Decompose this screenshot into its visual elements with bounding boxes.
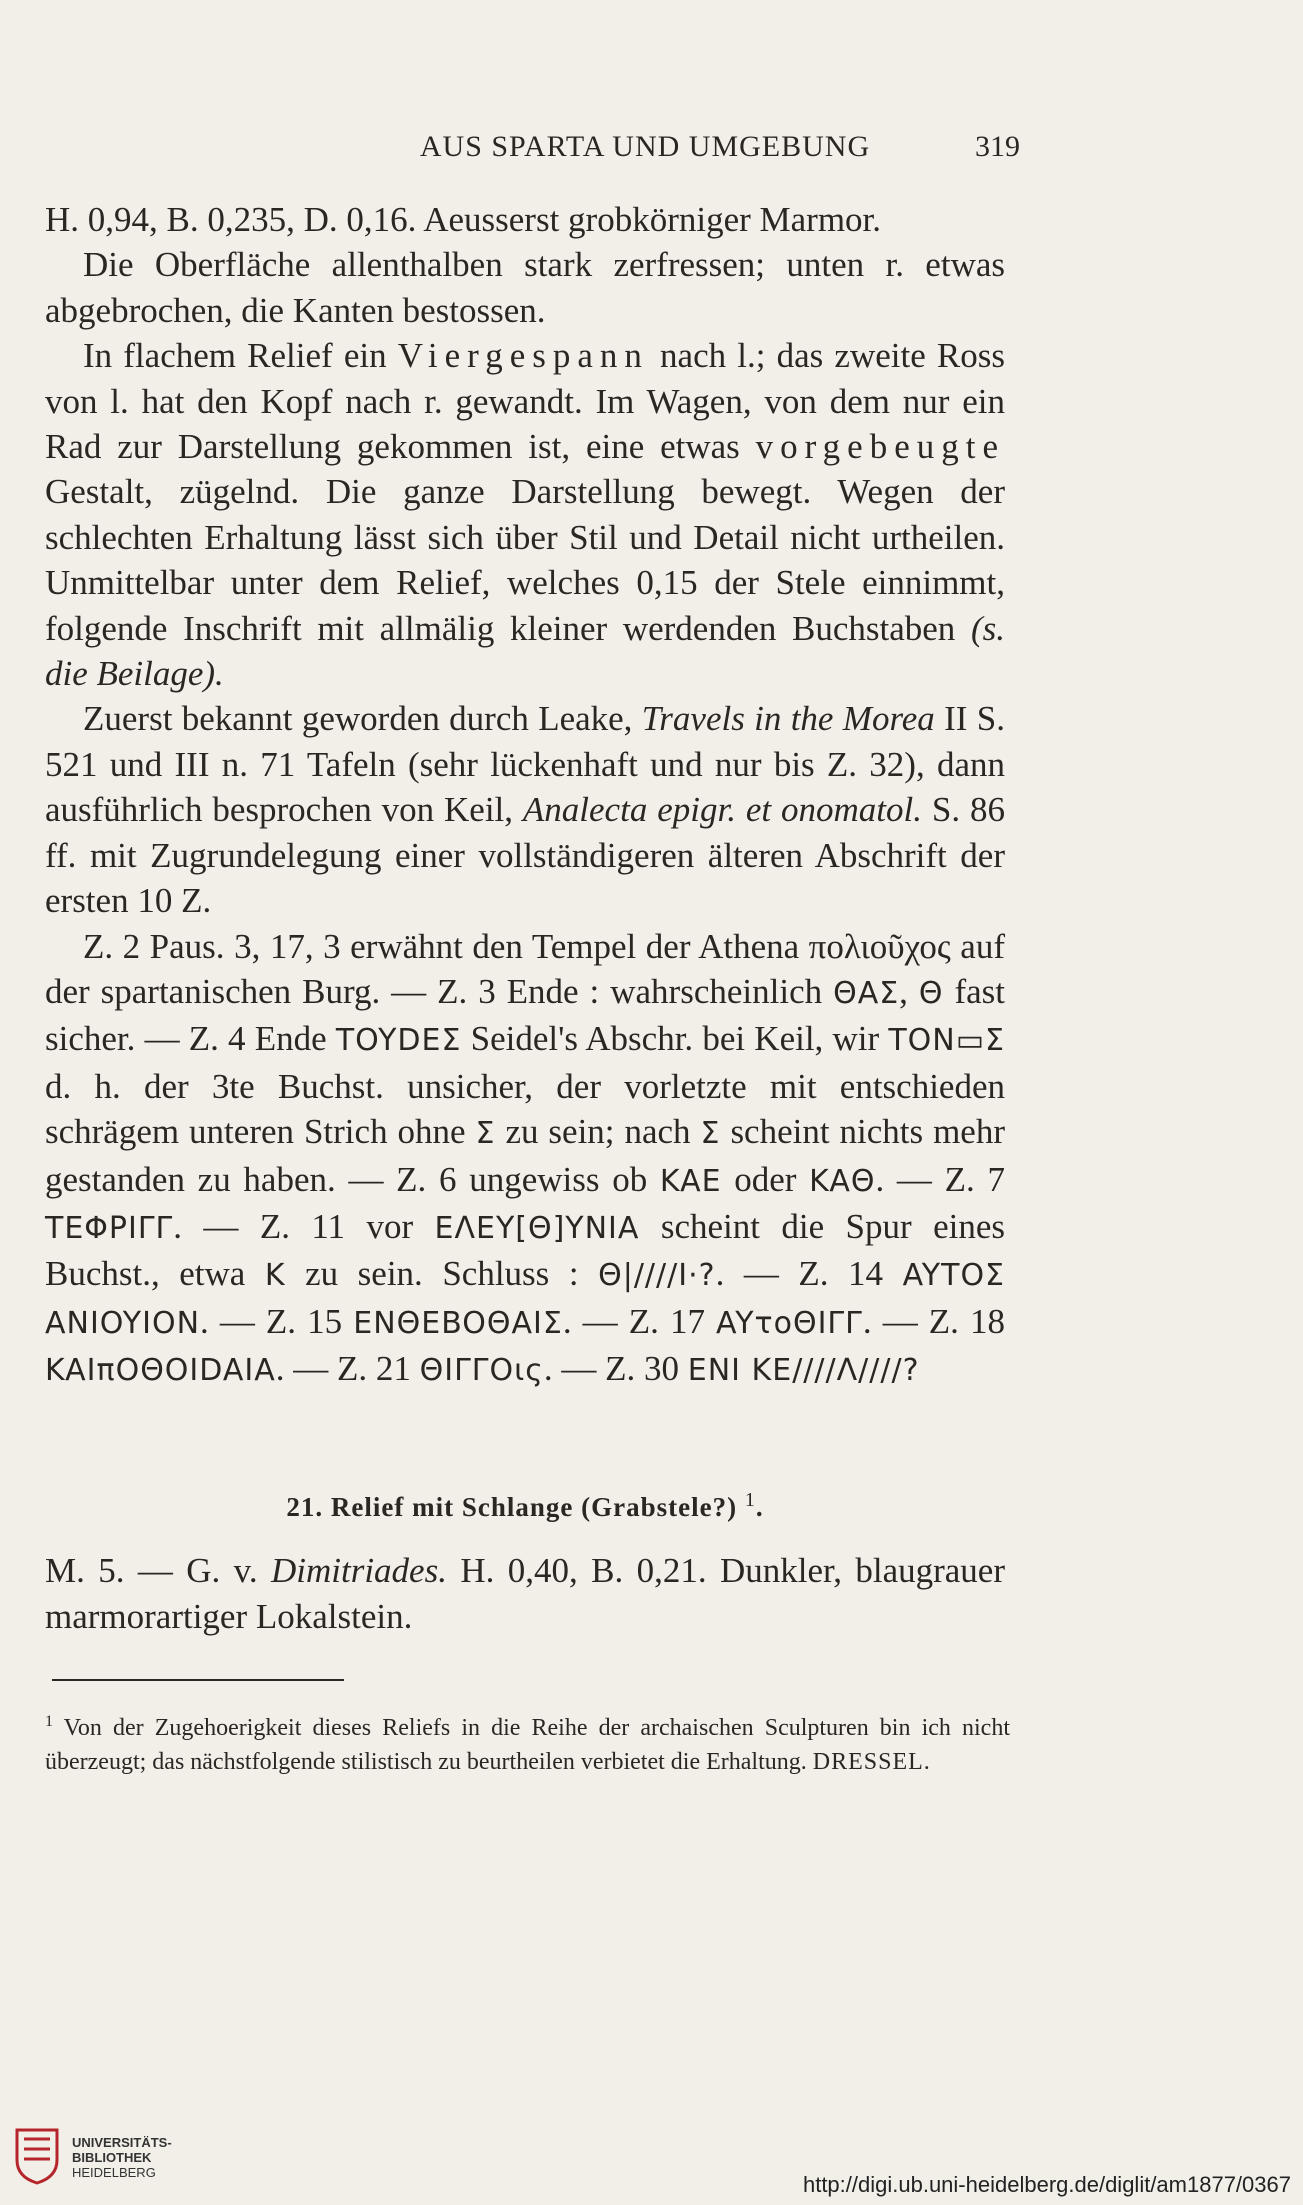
text-run: . — Z. 30 bbox=[543, 1349, 688, 1389]
text-run: nach l.; das zweite Ross von l. hat den Kopf nach r. gewandt. Im Wagen, von dem nur ein Rad zur Darstellung gekommen ist, eine etwas bbox=[45, 336, 1005, 467]
running-head-title: AUS SPARTA UND UMGEBUNG bbox=[419, 130, 871, 163]
page-number: 319 bbox=[975, 130, 1020, 163]
inscription-letters: TEΦPIΓΓ bbox=[45, 1210, 174, 1246]
footnote-author: DRESSEL. bbox=[812, 1749, 931, 1775]
main-text bbox=[45, 197, 1005, 1394]
text-run: H. 0,40, B. 0,21. Dunkler, blaugrauer marmorartiger Lokalstein. bbox=[45, 1551, 1005, 1636]
inscription-letters: AYτοΘIΓΓ bbox=[716, 1305, 863, 1341]
text-run: Zuerst bekannt geworden durch Leake, bbox=[83, 699, 642, 739]
paragraph-bibliography bbox=[45, 696, 1005, 923]
paragraph-line-notes bbox=[45, 924, 1005, 1394]
inscription-letters: ENΘEBOΘAIΣ bbox=[353, 1305, 563, 1341]
text-run: In flachem Relief ein bbox=[83, 336, 398, 376]
text-run: Z. 2 Paus. 3, 17, 3 erwähnt den Tempel der Athena bbox=[83, 926, 809, 966]
text-run: . — Z. 14 bbox=[715, 1254, 903, 1294]
inscription-letters: K bbox=[264, 1258, 286, 1294]
text-run: , bbox=[899, 971, 919, 1011]
inscription-letters: KAΘ bbox=[809, 1163, 876, 1199]
spaced-term: Viergespann bbox=[397, 336, 649, 376]
inscription-letters: AYTOΣ ANIOYION bbox=[45, 1258, 1006, 1341]
italic-title: Analecta epigr. et onomatol. bbox=[522, 790, 922, 830]
text-run: . — Z. 18 bbox=[862, 1301, 1005, 1341]
paragraph-measurements bbox=[45, 197, 1005, 242]
greek-word: πολιοῦχος bbox=[808, 926, 951, 966]
italic-name: Dimitriades. bbox=[270, 1551, 447, 1590]
text-run: . — Z. 17 bbox=[562, 1301, 717, 1341]
heading-period: . bbox=[755, 1492, 764, 1522]
inscription-letters: TON▭Σ bbox=[888, 1023, 1005, 1059]
inscription-letters: EΛEY[Θ]YNIA bbox=[434, 1210, 640, 1246]
section-heading-text: 21. Relief mit Schlange (Grabstele?) bbox=[286, 1492, 738, 1522]
inscription-letters: Θ bbox=[918, 975, 944, 1011]
inscription-letters: Σ bbox=[475, 1116, 496, 1152]
inscription-letters: ENI KE////Λ////? bbox=[687, 1353, 920, 1389]
paragraph-relief-description bbox=[45, 333, 1005, 696]
footnote bbox=[45, 1705, 1010, 1779]
inscription-letters: KAIπOΘOIDAIA bbox=[45, 1353, 276, 1389]
text-run: Die Oberfläche allenthalben stark zerfressen; unten r. etwas abgebrochen, die Kanten bestossen. bbox=[45, 245, 1005, 330]
italic-reference: (s. die Beilage). bbox=[45, 608, 1005, 694]
text-run: fast sicher. — Z. 4 Ende bbox=[45, 971, 1006, 1059]
footnote-text: Von der Zugehoerigkeit dieses Reliefs in die Reihe der archaischen Sculpturen bin ich nicht überzeugt; das nächstfolgende stilistisch zu beurtheilen verbietet die Erhaltung. bbox=[45, 1715, 1010, 1775]
text-run: Seidel's Abschr. bei Keil, wir bbox=[461, 1019, 889, 1059]
text-run: . — Z. 15 bbox=[200, 1301, 354, 1341]
text-run: zu sein. Schluss : bbox=[285, 1254, 599, 1294]
library-logo bbox=[12, 2125, 172, 2195]
text-run: oder bbox=[721, 1159, 810, 1199]
text-run: auf der spartanischen Burg. — Z. 3 Ende : wahrscheinlich bbox=[45, 926, 1005, 1011]
inscription-letters: ΘΑΣ bbox=[833, 975, 900, 1011]
running-head bbox=[45, 130, 1245, 170]
logo-line-3: HEIDELBERG bbox=[72, 2165, 156, 2180]
section-heading bbox=[45, 1489, 1005, 1523]
text-run: . — Z. 21 bbox=[275, 1349, 420, 1389]
footnote-separator bbox=[52, 1679, 344, 1681]
paragraph-condition bbox=[45, 242, 1005, 333]
text-run: d. h. der 3te Buchst. unsicher, der vorletzte mit entschieden schrägem unteren Strich ohne bbox=[45, 1066, 1005, 1152]
logo-line-1: UNIVERSITÄTS- bbox=[72, 2135, 172, 2150]
text-run: . — Z. 7 bbox=[875, 1159, 1005, 1199]
italic-title: Travels in the Morea bbox=[641, 699, 935, 739]
spaced-term: vorgebeugte bbox=[755, 427, 1005, 467]
inscription-letters: ΘIΓΓOις bbox=[419, 1353, 544, 1389]
inscription-letters: KAE bbox=[659, 1163, 722, 1199]
section-body bbox=[45, 1548, 1005, 1640]
footnote-marker: 1 bbox=[45, 1713, 53, 1730]
inscription-letters: Σ bbox=[700, 1116, 721, 1152]
text-run: S. 86 ff. mit Zugrundelegung einer vollständigeren älteren Abschrift der ersten 10 Z. bbox=[45, 790, 1005, 921]
text-run: zu sein; nach bbox=[495, 1112, 701, 1152]
text-run: Gestalt, zügelnd. Die ganze Darstellung bewegt. Wegen der schlechten Erhaltung lässt sich über Stil und Detail nicht urtheilen. Unmittelbar unter dem Relief, welches 0,15 der Stele einnimmt, folgende Inschrift mit allmälig kleiner werdenden Buchstaben bbox=[45, 472, 1005, 648]
inscription-letters: Θ|////I·? bbox=[598, 1258, 716, 1294]
logo-line-2: BIBLIOTHEK bbox=[72, 2150, 152, 2165]
text-run: M. 5. — G. v. bbox=[45, 1551, 271, 1590]
university-seal-icon bbox=[12, 2125, 62, 2185]
text-run: . — Z. 11 vor bbox=[173, 1206, 435, 1246]
text-run: scheint nichts mehr gestanden zu haben. — Z. 6 ungewiss ob bbox=[45, 1112, 1005, 1199]
source-url-link[interactable]: http://digi.ub.uni-heidelberg.de/diglit/am1877/0367 bbox=[802, 2172, 1291, 2197]
inscription-letters: TOYDEΣ bbox=[335, 1023, 462, 1059]
text-run: H. 0,94, B. 0,235, D. 0,16. Aeusserst grobkörniger Marmor. bbox=[45, 200, 882, 239]
footnote-reference: 1 bbox=[744, 1489, 756, 1511]
text-run: II S. 521 und III n. 71 Tafeln (sehr lückenhaft und nur bis Z. 32), dann ausführlich besprochen von Keil, bbox=[45, 699, 1005, 830]
text-run: scheint die Spur eines Buchst., etwa bbox=[45, 1206, 1005, 1294]
logo-text bbox=[72, 2135, 172, 2180]
